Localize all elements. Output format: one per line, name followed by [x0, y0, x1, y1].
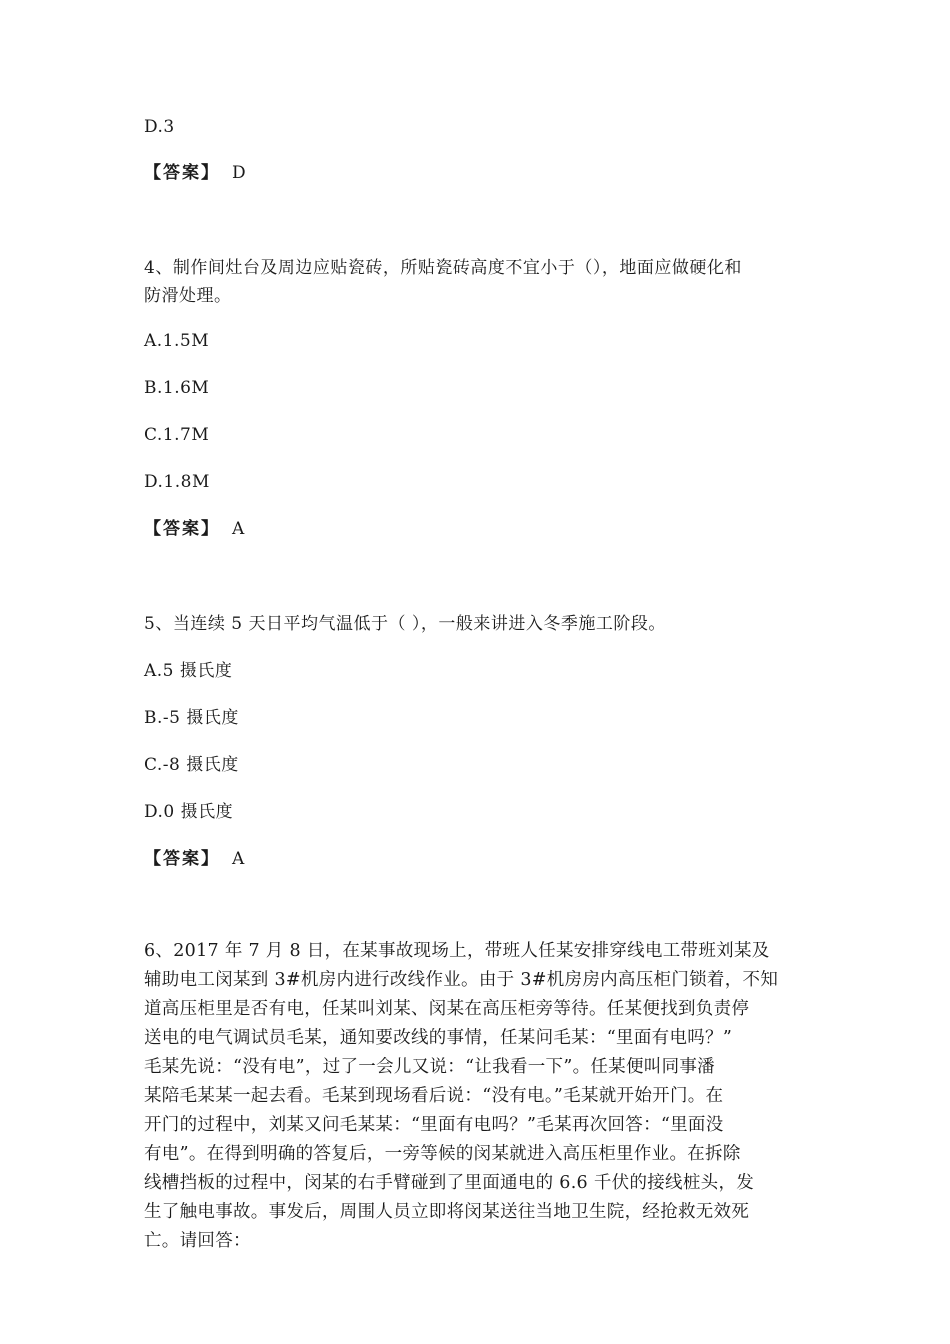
q4-option-d: D.1.8M	[144, 472, 210, 492]
q5-answer	[144, 846, 245, 872]
q6-line: 线槽挡板的过程中，闵某的右手臂碰到了里面通电的 6.6 千伏的接线桩头，发	[144, 1173, 755, 1193]
q4-option-c: C.1.7M	[144, 425, 210, 445]
q6-line: 有电”。在得到明确的答复后，一旁等候的闵某就进入高压柜里作业。在拆除	[144, 1144, 741, 1164]
q6-line: 道高压柜里是否有电，任某叫刘某、闵某在高压柜旁等待。任某便找到负责停	[144, 999, 750, 1019]
q5-option-a: A.5 摄氏度	[144, 661, 233, 681]
q4-stem-line1: 4、制作间灶台及周边应贴瓷砖，所贴瓷砖高度不宜小于（），地面应做硬化和	[144, 258, 742, 278]
q5-option-b: B.-5 摄氏度	[144, 708, 239, 728]
q6-line: 开门的过程中，刘某又问毛某某：“里面有电吗？”毛某再次回答：“里面没	[144, 1115, 724, 1135]
q6-line: 辅助电工闵某到 3#机房内进行改线作业。由于 3#机房房内高压柜门锁着，不知	[144, 970, 779, 990]
q5-option-c: C.-8 摄氏度	[144, 755, 239, 775]
q4-answer-value: A	[232, 519, 245, 539]
q4-option-b: B.1.6M	[144, 378, 210, 398]
q6-line: 某陪毛某某一起去看。毛某到现场看后说：“没有电。”毛某就开始开门。在	[144, 1086, 724, 1106]
q4-answer	[144, 516, 245, 542]
q3-answer-value: D	[232, 163, 247, 183]
q5-option-d: D.0 摄氏度	[144, 802, 234, 822]
q6-line: 送电的电气调试员毛某，通知要改线的事情，任某问毛某：“里面有电吗？”	[144, 1028, 733, 1048]
q3-option-d: D.3	[144, 117, 175, 137]
q6-line: 毛某先说：“没有电”，过了一会儿又说：“让我看一下”。任某便叫同事潘	[144, 1057, 715, 1077]
q6-case-paragraph	[144, 937, 814, 1256]
q6-line: 6、2017 年 7 月 8 日，在某事故现场上，带班人任某安排穿线电工带班刘某及	[144, 941, 770, 961]
q4-stem-line2: 防滑处理。	[144, 286, 232, 306]
q5-answer-value: A	[232, 849, 245, 869]
q5-answer-label: 【答案】	[144, 849, 220, 869]
q4-answer-label: 【答案】	[144, 519, 220, 539]
q6-line: 亡。请回答：	[144, 1231, 251, 1251]
q6-line: 生了触电事故。事发后，周围人员立即将闵某送往当地卫生院，经抢救无效死	[144, 1202, 750, 1222]
q4-option-a: A.1.5M	[144, 331, 210, 351]
q3-answer-label: 【答案】	[144, 163, 220, 183]
q5-stem: 5、当连续 5 天日平均气温低于（ ），一般来讲进入冬季施工阶段。	[144, 614, 666, 634]
q3-answer	[144, 160, 246, 186]
